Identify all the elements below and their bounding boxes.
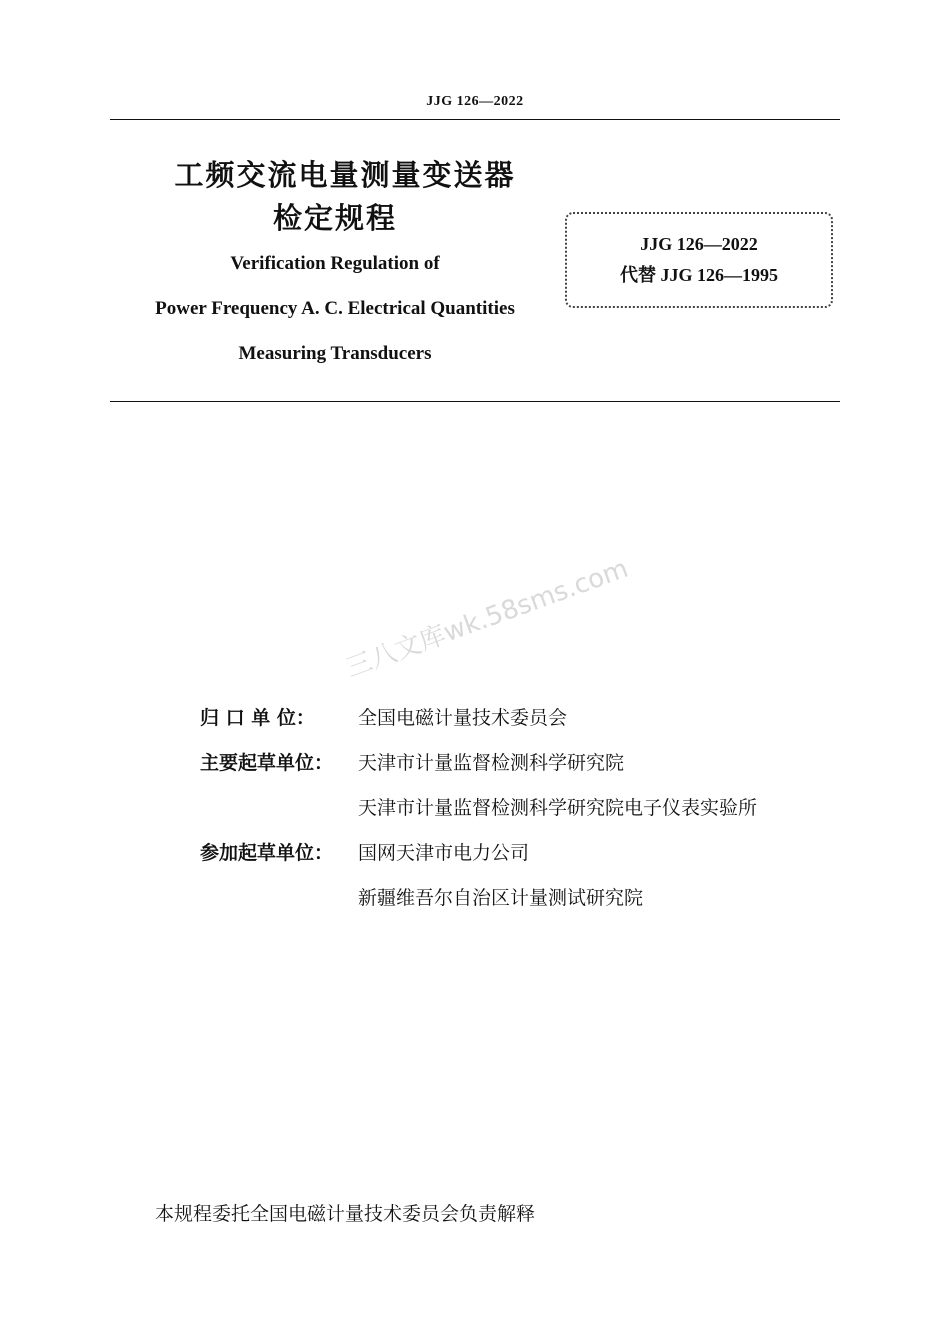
watermark: 三八文库wk.58sms.com — [342, 553, 633, 684]
org-row-main-drafter-2 — [200, 793, 860, 838]
title-chinese-line-1: 工频交流电量测量变送器 — [174, 158, 516, 192]
org-value: 全国电磁计量技术委员会 — [358, 707, 568, 729]
org-label: 参加起草单位： — [200, 842, 334, 864]
org-label: 归 口 单 位： — [200, 707, 315, 729]
title-english-line-1: Verification Regulation of — [230, 253, 440, 274]
org-row-participating-drafter — [200, 838, 860, 883]
interpretation-note: 本规程委托全国电磁计量技术委员会负责解释 — [155, 1203, 536, 1225]
org-value: 天津市计量监督检测科学研究院电子仪表实验所 — [358, 797, 758, 819]
org-row-participating-drafter-2 — [200, 883, 860, 928]
standard-code-box — [565, 212, 833, 308]
title-english-line-2: Power Frequency A. C. Electrical Quantities — [155, 298, 515, 319]
org-row-main-drafter — [200, 748, 860, 793]
title-chinese-line-2: 检定规程 — [272, 201, 397, 235]
org-label: 主要起草单位： — [200, 752, 334, 774]
bottom-divider — [110, 401, 840, 402]
header-standard-code: JJG 126—2022 — [426, 94, 524, 109]
top-divider — [110, 119, 840, 120]
org-row-responsible — [200, 703, 860, 748]
org-value: 国网天津市电力公司 — [358, 842, 530, 864]
organizations-list — [200, 703, 860, 928]
org-value: 天津市计量监督检测科学研究院 — [358, 752, 625, 774]
standard-code: JJG 126—2022 — [640, 233, 758, 254]
title-english-line-3: Measuring Transducers — [238, 343, 432, 364]
replaces-standard: 代替 JJG 126—1995 — [619, 264, 778, 285]
org-value: 新疆维吾尔自治区计量测试研究院 — [358, 887, 644, 909]
